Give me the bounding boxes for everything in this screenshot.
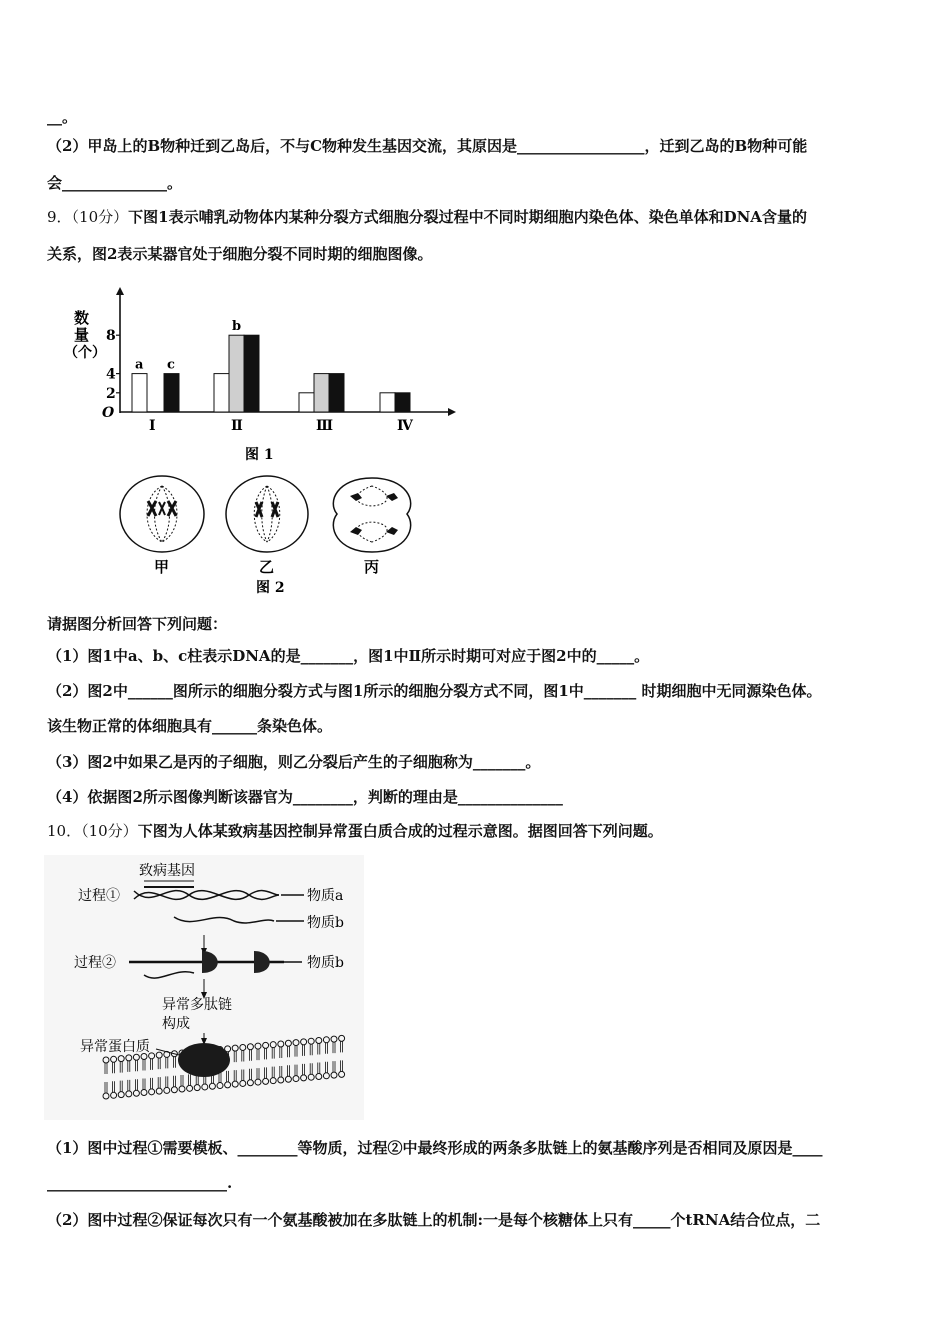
bar-label-a: a: [135, 357, 144, 373]
bar-c-1: [164, 374, 179, 412]
bar-c-3: [329, 374, 344, 412]
figure-1-caption: 图 1: [245, 447, 274, 463]
y-tick-label: 2: [106, 385, 116, 402]
bar-a-4: [380, 393, 395, 412]
bar-c-2: [244, 335, 259, 412]
figure-3: [44, 855, 364, 1120]
question-10-part-1b: ________________________.: [47, 1174, 233, 1192]
label-gene: 致病基因: [139, 863, 195, 879]
question-points: （10分）: [81, 822, 138, 840]
cell-label-bing: 丙: [364, 558, 380, 576]
cell-label-jia: 甲: [154, 558, 170, 576]
bar-chart: [62, 285, 462, 465]
y-axis-arrow: [116, 287, 124, 295]
x-category-label: Ⅳ: [397, 418, 413, 434]
label-abnormal-polypeptide: 异常多肽链: [162, 997, 232, 1013]
bar-c-4: [395, 393, 410, 412]
figure-2-caption: 图 2: [256, 580, 285, 596]
question-9-part-3: （3）图2中如果乙是丙的子细胞，则乙分裂后产生的子细胞称为_______。: [47, 753, 541, 771]
question-number: 9．: [47, 208, 72, 226]
figure-2: [112, 472, 422, 597]
label-substance-a: 物质a: [307, 888, 344, 904]
bar-a-2: [214, 374, 229, 412]
question-text: 下图1表示哺乳动物体内某种分裂方式细胞分裂过程中不同时期细胞内染色体、染色单体和DNA含量的: [128, 208, 807, 226]
question-10-stem: [47, 820, 663, 842]
question-points: （10分）: [71, 208, 129, 226]
origin-label: O: [102, 405, 115, 421]
y-tick-label: 8: [106, 328, 116, 345]
bar-b-3: [314, 374, 329, 412]
label-abnormal-protein: 异常蛋白质: [80, 1039, 150, 1055]
bar-a-1: [132, 374, 147, 412]
question-10-part-1: （1）图中过程①需要模板、________等物质，过程②中最终形成的两条多肽链上的氨基酸序列是否相同及原因是____: [47, 1139, 823, 1157]
label-substance-b-2: 物质b: [307, 955, 344, 971]
figure-1: [62, 285, 462, 465]
bar-label-b: b: [232, 319, 242, 335]
text-line-2: （2）甲岛上的B物种迁到乙岛后，不与C物种发生基因交流，其原因是_________________，迁到乙岛的B物种可能: [47, 137, 808, 155]
cell-yi: [226, 476, 308, 552]
bar-a-3: [299, 393, 314, 412]
bar-b-2: [229, 335, 244, 412]
bar-label-c: c: [167, 357, 175, 373]
question-text: 下图为人体某致病基因控制异常蛋白质合成的过程示意图。据图回答下列问题。: [137, 822, 663, 840]
cell-label-yi: 乙: [259, 558, 275, 576]
y-tick-label: 4: [106, 366, 116, 383]
question-10-part-2: （2）图中过程②保证每次只有一个氨基酸被加在多肽链上的机制:一是每个核糖体上只有_____个tRNA结合位点，二: [47, 1211, 821, 1229]
label-substance-b-1: 物质b: [307, 915, 344, 931]
x-category-label: Ⅰ: [149, 418, 156, 434]
x-category-label: Ⅲ: [316, 418, 334, 434]
x-axis-arrow: [448, 408, 456, 416]
question-number: 10．: [47, 822, 82, 840]
y-axis-label-3: （个）: [64, 345, 106, 361]
cell-bing: [333, 478, 410, 552]
x-category-label: Ⅱ: [231, 418, 243, 434]
label-process-2: 过程②: [74, 955, 116, 971]
text-line-3: 会______________。: [47, 174, 183, 192]
text-line-1: __。: [47, 108, 78, 126]
question-9-part-4: （4）依据图2所示图像判断该器官为________，判断的理由是______________: [47, 788, 563, 806]
label-compose: 构成: [162, 1016, 190, 1032]
y-axis-label-2: 量: [74, 326, 90, 344]
gene-expression-diagram: [44, 855, 364, 1120]
question-9-stem-2: 关系，图2表示某器官处于细胞分裂不同时期的细胞图像。: [47, 245, 433, 263]
y-axis-label-1: 数: [74, 309, 90, 327]
question-9-part-2: （2）图2中______图所示的细胞分裂方式与图1所示的细胞分裂方式不同，图1中_______ 时期细胞中无同源染色体。: [47, 682, 822, 700]
cell-jia: [120, 476, 204, 552]
label-process-1: 过程①: [78, 888, 120, 904]
question-9-part-2b: 该生物正常的体细胞具有______条染色体。: [47, 717, 333, 735]
cell-diagrams: [112, 472, 422, 597]
question-9-prompt: 请据图分析回答下列问题：: [47, 615, 228, 633]
question-9-stem: [47, 206, 807, 228]
abnormal-protein-blob: [178, 1043, 230, 1077]
question-9-part-1: （1）图1中a、b、c柱表示DNA的是_______，图1中Ⅱ所示时期可对应于图2中的_____。: [47, 647, 650, 665]
